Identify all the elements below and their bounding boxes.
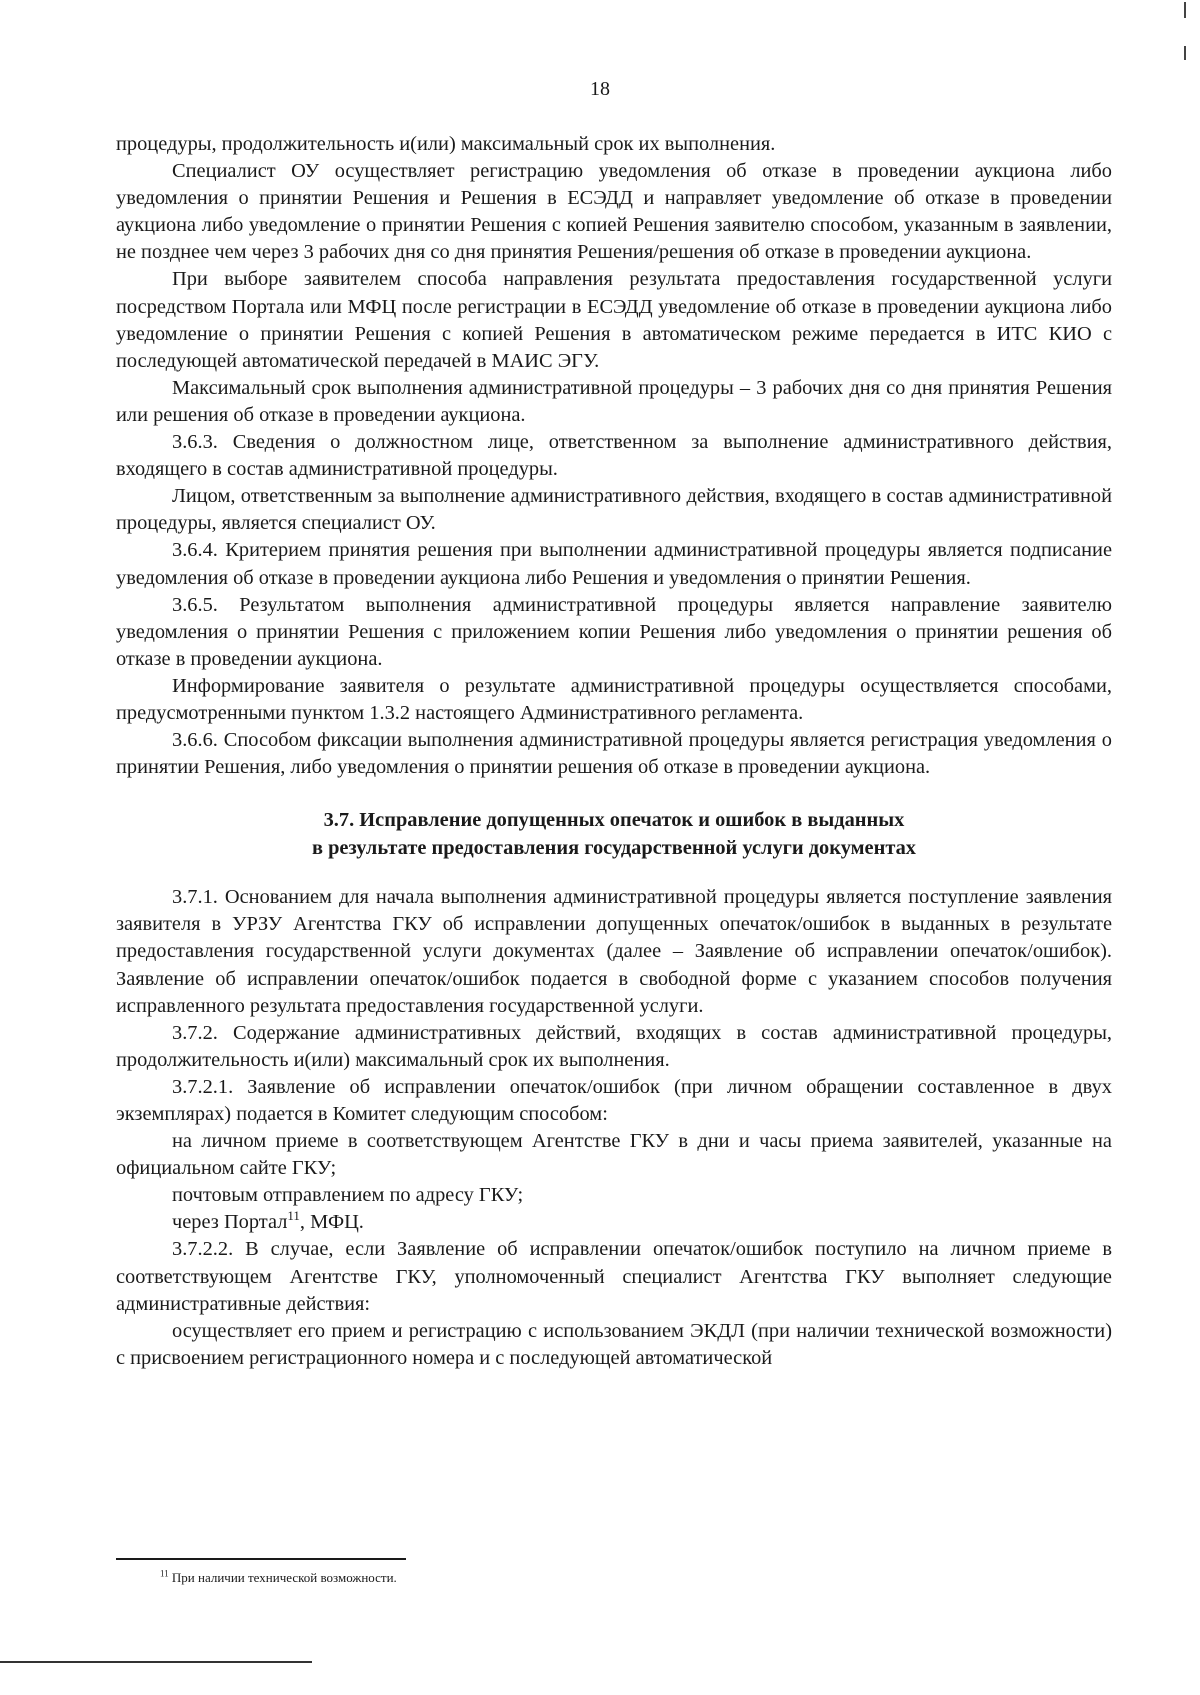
paragraph: Специалист ОУ осуществляет регистрацию уведомления об отказе в проведении аукциона либо уведомления о принятии Решения и Решения в ЕСЭДД и направляет уведомление об отказе в проведении аукциона либо уведомление о принятии Решения с копией Решения заявителю способом, указанным в заявлении, не позднее чем через 3 рабочих дня со дня принятия Решения/решения об отказе в проведении аукциона.: [116, 160, 1112, 264]
paragraph: При выборе заявителем способа направления результата предоставления государственной услуги посредством Портала или МФЦ после регистрации в ЕСЭДД уведомление об отказе в проведении аукциона либо уведомление о принятии Решения с копией Решения в автоматическом режиме передается в ИТС КИО с последующей автоматической передачей в МАИС ЭГУ.: [116, 268, 1112, 372]
page-number: 18: [590, 78, 610, 100]
footnote-text: При наличии технической возможности.: [171, 1570, 397, 1585]
section-heading-line: 3.7. Исправление допущенных опечаток и ошибок в выданных: [323, 809, 905, 832]
footnote-separator: [116, 1558, 406, 1560]
footnote: [160, 1570, 397, 1586]
paragraph: 3.7.2.2. В случае, если Заявление об исправлении опечаток/ошибок поступило на личном приеме в соответствующем Агентстве ГКУ, уполномоченный специалист Агентства ГКУ выполняет следующие административные действия:: [116, 1238, 1112, 1315]
document-body: [116, 131, 1112, 1372]
paragraph: 3.7.2.1. Заявление об исправлении опечаток/ошибок (при личном обращении составленное в двух экземплярах) подается в Комитет следующим способом:: [116, 1075, 1112, 1125]
paragraph: 3.6.6. Способом фиксации выполнения административной процедуры является регистрация уведомления о принятии Решения, либо уведомления о принятии решения об отказе в проведении аукциона.: [116, 729, 1112, 779]
paragraph: процедуры, продолжительность и(или) максимальный срок их выполнения.: [116, 133, 776, 155]
paragraph: Лицом, ответственным за выполнение административного действия, входящего в состав административной процедуры, является специалист ОУ.: [116, 485, 1112, 535]
paragraph: 3.6.3. Сведения о должностном лице, ответственном за выполнение административного действия, входящего в состав административной процедуры.: [116, 431, 1112, 481]
paragraph-text: , МФЦ.: [299, 1211, 364, 1234]
scan-edge-rule: [0, 1661, 312, 1663]
paragraph: почтовым отправлением по адресу ГКУ;: [172, 1184, 524, 1207]
paragraph: Информирование заявителя о результате административной процедуры осуществляется способами, предусмотренными пунктом 1.3.2 настоящего Административного регламента.: [116, 674, 1112, 724]
scan-edge-mark: [1184, 2, 1186, 18]
paragraph-with-footnote: [116, 1209, 1112, 1236]
scan-edge-mark: [1184, 46, 1186, 60]
section-heading: [116, 807, 1112, 862]
paragraph: осуществляет его прием и регистрацию с использованием ЭКДЛ (при наличии технической возможности) с присвоением регистрационного номера и с последующей автоматической: [116, 1319, 1112, 1369]
paragraph: на личном приеме в соответствующем Агентстве ГКУ в дни и часы приема заявителей, указанные на официальном сайте ГКУ;: [116, 1130, 1112, 1180]
paragraph: 3.7.1. Основанием для начала выполнения административной процедуры является поступление заявления заявителя в УРЗУ Агентства ГКУ об исправлении допущенных опечаток/ошибок в выданных в результате предоставления государственной услуги документах (далее – Заявление об исправлении опечаток/ошибок). Заявление об исправлении опечаток/ошибок подается в свободной форме с указанием способов получения исправленного результата предоставления государственной услуги.: [116, 886, 1112, 1017]
paragraph-text: через Портал: [172, 1211, 288, 1234]
paragraph: 3.7.2. Содержание административных действий, входящих в состав административной процедуры, продолжительность и(или) максимальный срок их выполнения.: [116, 1021, 1112, 1071]
footnote-reference: 11: [287, 1208, 300, 1224]
paragraph: Максимальный срок выполнения административной процедуры – 3 рабочих дня со дня принятия Решения или решения об отказе в проведении аукциона.: [116, 376, 1112, 426]
section-heading-line: в результате предоставления государственной услуги документах: [311, 836, 916, 859]
footnote-number: 11: [160, 1568, 169, 1579]
paragraph: 3.6.5. Результатом выполнения административной процедуры является направление заявителю уведомления о принятии Решения с приложением копии Решения либо уведомления о принятии решения об отказе в проведении аукциона.: [116, 593, 1112, 670]
paragraph: 3.6.4. Критерием принятия решения при выполнении административной процедуры является подписание уведомления об отказе в проведении аукциона либо Решения и уведомления о принятии Решения.: [116, 539, 1112, 589]
